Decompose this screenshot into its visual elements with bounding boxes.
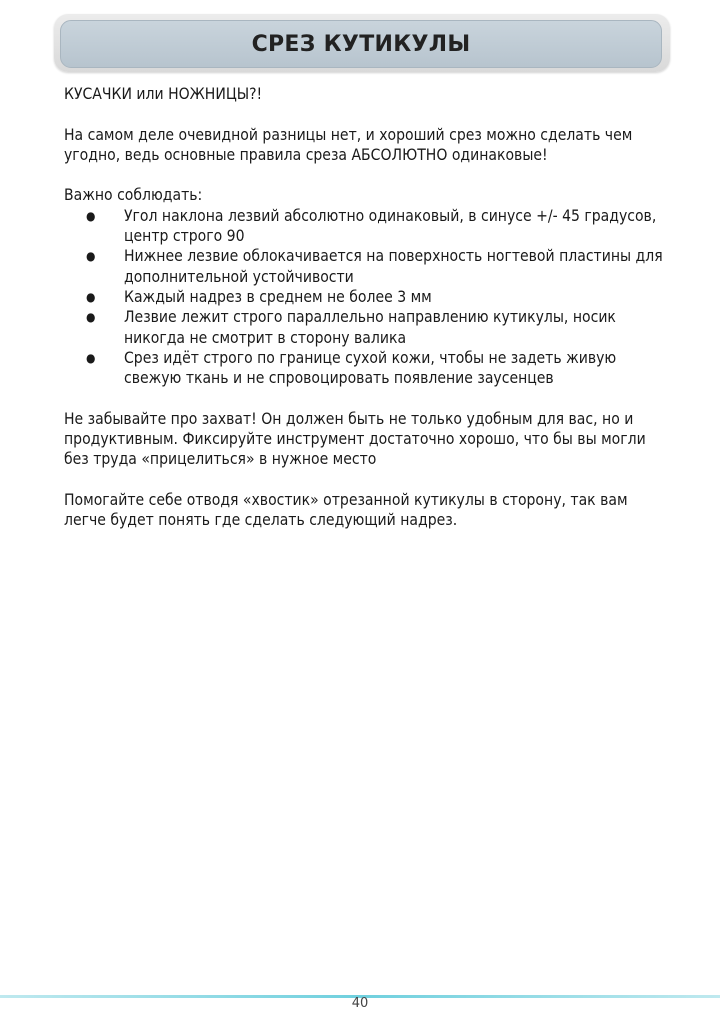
bullet-icon: ● xyxy=(86,350,96,365)
rules-list xyxy=(64,206,664,389)
rule-item xyxy=(64,348,664,389)
rule-text: Нижнее лезвие облокачивается на поверхность ногтевой пластины для дополнительной устойчивости xyxy=(124,247,663,286)
spacer xyxy=(64,388,664,408)
rules-heading: Важно соблюдать: xyxy=(64,186,203,205)
tail-paragraph: Помогайте себе отводя «хвостик» отрезанной кутикулы в сторону, так вам легче будет понять где сделать следующий надрез. xyxy=(64,490,628,530)
rule-item xyxy=(64,307,664,348)
document-body xyxy=(64,84,664,531)
rule-text: Лезвие лежит строго параллельно направлению кутикулы, носик никогда не смотрит в сторону валика xyxy=(124,308,616,347)
question-line: КУСАЧКИ или НОЖНИЦЫ?! xyxy=(64,85,263,103)
rule-text: Каждый надрез в среднем не более 3 мм xyxy=(124,287,432,306)
bullet-icon: ● xyxy=(86,310,96,325)
bullet-icon: ● xyxy=(86,208,96,223)
rule-item xyxy=(64,206,664,247)
rule-text: Угол наклона лезвий абсолютно одинаковый, в синусе +/- 45 градусов, центр строго 90 xyxy=(124,206,657,246)
grip-paragraph: Не забывайте про захват! Он должен быть не только удобным для вас, но и продуктивным. Фиксируйте инструмент достаточно хорошо, что бы вы могли без труда «прицелиться» в нужное место xyxy=(64,409,646,469)
spacer xyxy=(64,470,664,490)
page-number: 40 xyxy=(351,996,369,1011)
intro-paragraph: На самом деле очевидной разницы нет, и хороший срез можно сделать чем угодно, ведь основные правила среза АБСОЛЮТНО одинаковые! xyxy=(64,125,633,164)
spacer xyxy=(64,165,664,185)
bullet-icon: ● xyxy=(86,289,96,304)
bullet-icon: ● xyxy=(86,249,96,264)
rule-item xyxy=(64,246,664,287)
page-title: СРЕЗ КУТИКУЛЫ xyxy=(251,31,471,57)
spacer xyxy=(64,104,664,124)
rule-item xyxy=(64,287,664,307)
header-bar xyxy=(60,20,662,68)
rule-text: Срез идёт строго по границе сухой кожи, чтобы не задеть живую свежую ткань и не спровоцировать появление заусенцев xyxy=(124,348,617,388)
